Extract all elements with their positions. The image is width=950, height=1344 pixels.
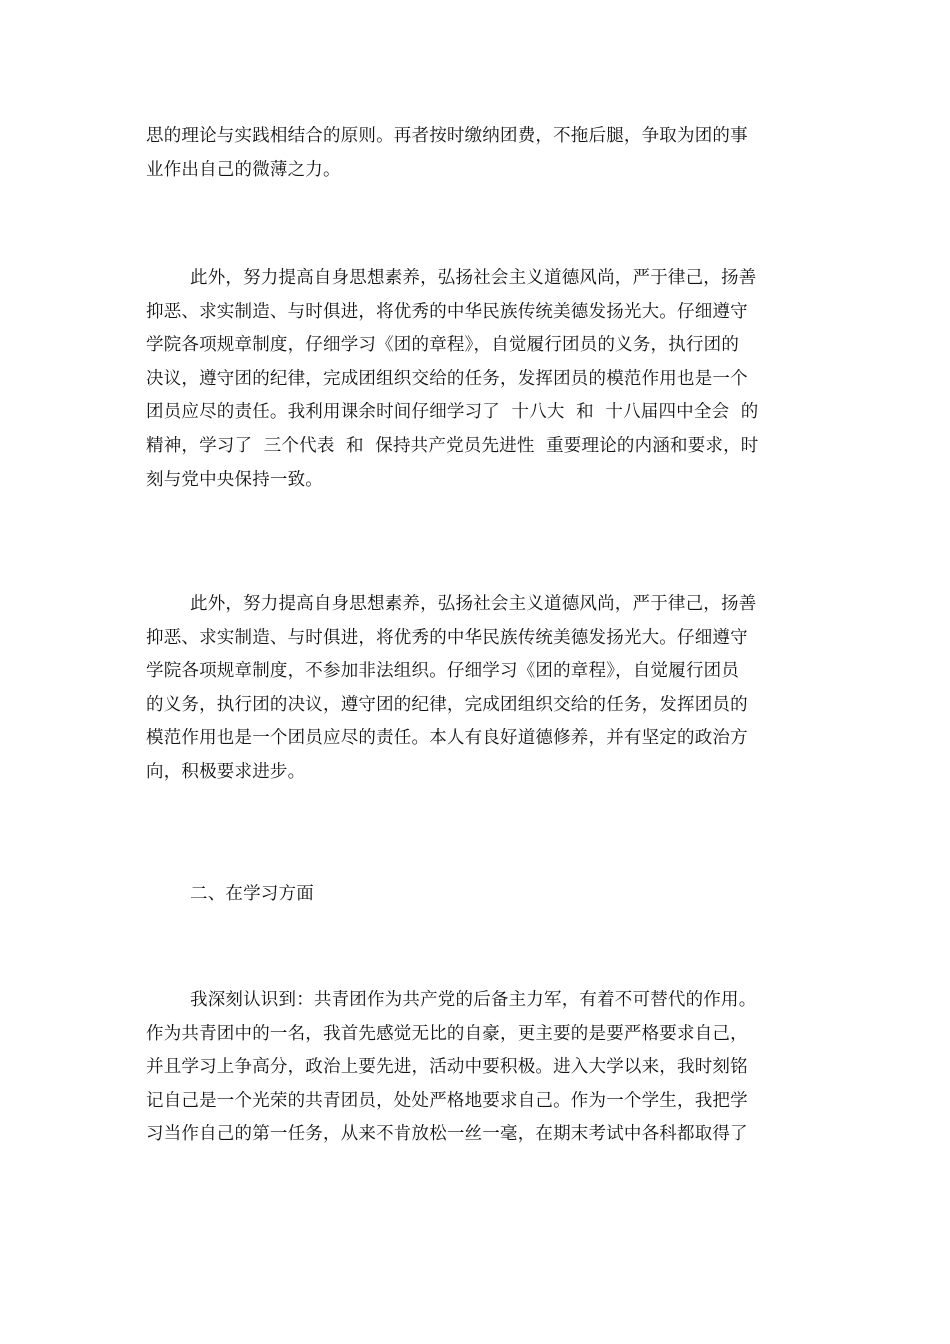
paragraph-3 (146, 588, 806, 790)
paragraph-line: 决议，遵守团的纪律，完成团组织交给的任务，发挥团员的模范作用也是一个 (146, 368, 748, 389)
paragraph-line: 作为共青团中的一名，我首先感觉无比的自豪，更主要的是要严格要求自己， (146, 1023, 748, 1044)
paragraph-line: 抑恶、求实制造、与时俱进，将优秀的中华民族传统美德发扬光大。仔细遵守 (146, 627, 748, 648)
paragraph-line: 此外，努力提高自身思想素养，弘扬社会主义道德风尚，严于律己，扬善 (190, 594, 757, 614)
paragraph-line: 并且学习上争高分，政治上要先进，活动中要积极。进入大学以来，我时刻铭 (146, 1057, 748, 1078)
paragraph-line: 习当作自己的第一任务，从来不肯放松一丝一毫，在期末考试中各科都取得了 (146, 1124, 748, 1145)
paragraph-1 (146, 120, 806, 187)
paragraph-line: 向，积极要求进步。 (146, 761, 306, 782)
paragraph-2 (146, 262, 806, 497)
paragraph-line: 记自己是一个光荣的共青团员，处处严格地要求自己。作为一个学生，我把学 (146, 1090, 748, 1111)
paragraph-line: 刻与党中央保持一致。 (146, 469, 323, 490)
paragraph-line: 的义务，执行团的决议，遵守团的纪律，完成团组织交给的任务，发挥团员的 (146, 694, 748, 715)
paragraph-line: 学院各项规章制度，仔细学习《团的章程》，自觉履行团员的义务，执行团的 (146, 335, 740, 356)
paragraph-line: 抑恶、求实制造、与时俱进，将优秀的中华民族传统美德发扬光大。仔细遵守 (146, 301, 748, 322)
paragraph-line: 此外，努力提高自身思想素养，弘扬社会主义道德风尚，严于律己，扬善 (190, 268, 757, 288)
paragraph-5 (146, 984, 806, 1152)
section-heading-text: 二、在学习方面 (190, 884, 314, 904)
paragraph-line: 精神，学习了 三个代表 和 保持共产党员先进性 重要理论的内涵和要求，时 (146, 435, 759, 456)
paragraph-line: 学院各项规章制度，不参加非法组织。仔细学习《团的章程》，自觉履行团员 (146, 661, 740, 682)
paragraph-line: 业作出自己的微薄之力。 (146, 159, 341, 180)
paragraph-line: 我深刻认识到：共青团作为共产党的后备主力军，有着不可替代的作用。 (190, 990, 757, 1010)
paragraph-line: 团员应尽的责任。我利用课余时间仔细学习了 十八大 和 十八届四中全会 的 (146, 402, 759, 423)
paragraph-line: 模范作用也是一个团员应尽的责任。本人有良好道德修养，并有坚定的政治方 (146, 728, 748, 749)
section-heading (146, 878, 806, 912)
paragraph-line: 思的理论与实践相结合的原则。再者按时缴纳团费，不拖后腿，争取为团的事 (146, 126, 748, 146)
